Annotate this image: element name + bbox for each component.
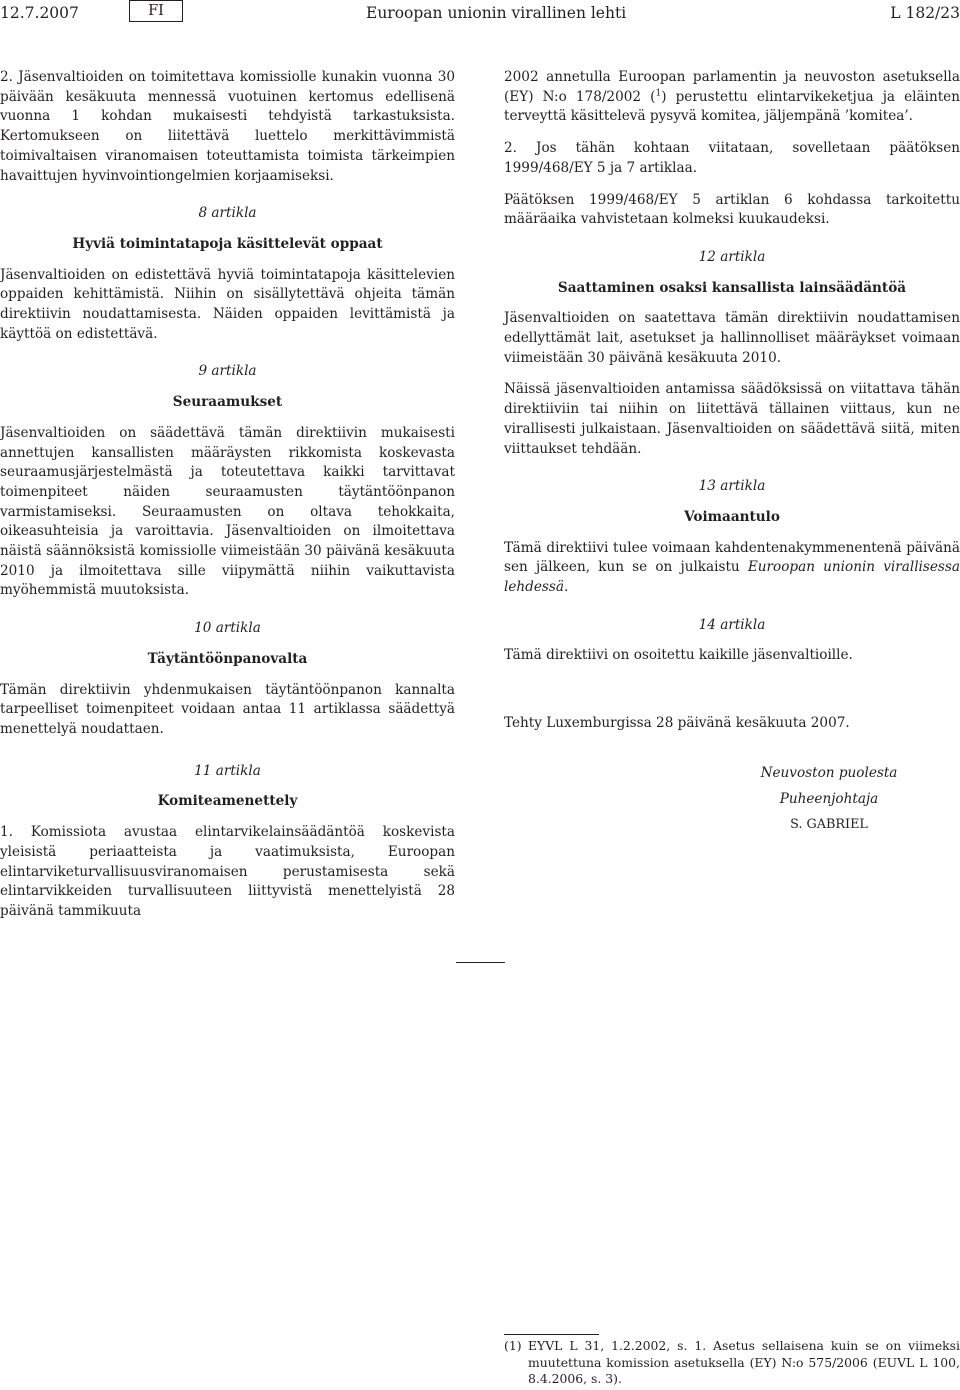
article-10-text: Tämän direktiivin yhdenmukaisen täytäntöönpanon kannalta tarpeelliset toimenpiteet voidaan antaa 11 artiklassa säädettyä menettelyä noudattaen. (0, 681, 455, 737)
footnote-text: EYVL L 31, 1.2.2002, s. 1. Asetus sellaisena kuin se on viimeksi muutettuna komission asetuksella (EY) N:o 575/2006 (EUVL L 100, 8.4.2006, s. 3). (528, 1338, 960, 1386)
article-12-number: 12 artikla (698, 248, 766, 265)
article-13-text (504, 539, 960, 598)
journal-title: Euroopan unionin virallinen lehti (366, 4, 627, 22)
paragraph-intro: 2. Jäsenvaltioiden on toimitettava komissiolle kunakin vuonna 30 päivään kesäkuuta mennessä vuotuinen kertomus edellisenä vuonna 1 kohdan mukaisesti tehdyistä tarkastuksista. Kertomukseen on liitettävä luettelo merkittävimmistä toimivaltaisen viranomaisen toteuttamista toimista tärkeimpien havaittujen hyvinvointiongelmien korjaamiseksi. (0, 69, 455, 184)
article-9-number: 9 artikla (198, 363, 257, 380)
header-date: 12.7.2007 (0, 4, 79, 22)
end-of-act-rule (456, 962, 505, 963)
right-column (504, 68, 960, 835)
article-12-title: Saattaminen osaksi kansallista lainsäädäntöä (557, 279, 907, 296)
page-header (0, 0, 960, 30)
article-12-paragraph-2: Näissä jäsenvaltioiden antamissa säädöksissä on viitattava tähän direktiiviin tai niihin on liitettävä tällainen viittaus, kun ne virallisesti julkaistaan. Jäsenvaltioiden on säädettävä siitä, miten viittaukset tehdään. (504, 381, 960, 457)
article-9-text: Jäsenvaltioiden on säädettävä tämän direktiivin mukaisesti annettujen kansallisten määräysten rikkomista koskevasta seuraamusjärjestelmästä ja toteutettava kaikki tarvittavat toimenpiteet näiden seuraamusten täytäntöönpanon varmistamiseksi. Seuraamusten on oltava tehokkaita, oikeasuhteisia ja varoittavia. Jäsenvaltioiden on ilmoitettava näistä säännöksistä komissiolle viimeistään 30 päivänä kesäkuuta 2010 ja ilmoitettava sille viipymättä niihin vaikuttavista myöhemmistä muutoksista. (0, 424, 455, 599)
signature-line-council: Neuvoston puolesta (760, 764, 898, 781)
article-11-paragraph-1: 1. Komissiota avustaa elintarvikelainsäädäntöä koskevista yleisistä periaatteista ja vaatimuksista, Euroopan elintarviketurvallisuusviranomaisen perustamisesta sekä elintarvikkeiden turvallisuuteen liittyvistä menettelyistä 28 päivänä tammikuuta (0, 824, 455, 919)
article-10-number: 10 artikla (194, 620, 261, 637)
article-13-number: 13 artikla (698, 478, 766, 495)
done-at-line: Tehty Luxemburgissa 28 päivänä kesäkuuta 2007. (504, 715, 850, 732)
footnote-mark: (1) (504, 1338, 522, 1353)
language-code-box: FI (129, 0, 183, 22)
article-12-paragraph-1: Jäsenvaltioiden on saatettava tämän direktiivin noudattamisen edellyttämät lait, asetukset ja hallinnolliset määräykset voimaan viimeistään 30 päivänä kesäkuuta 2010. (504, 310, 960, 366)
article-11-number: 11 artikla (194, 762, 261, 779)
article-11-continuation (504, 68, 960, 127)
article-9-title: Seuraamukset (172, 394, 283, 411)
article-11-title: Komiteamenettely (157, 793, 298, 810)
footnote-separator (504, 1334, 599, 1335)
article-14-number: 14 artikla (698, 616, 766, 633)
footnote-reference[interactable]: 1 (655, 88, 662, 99)
continuation-text-b: ) perustettu elintarvikeketjua ja eläinten terveyttä käsittelevä pysyvä komitea, jäljempänä ’komitea’. (504, 88, 960, 125)
signatory-name: S. GABRIEL (790, 817, 868, 833)
article-10-title: Täytäntöönpanovalta (147, 650, 308, 667)
article-11-paragraph-3: Päätöksen 1999/468/EY 5 artiklan 6 kohdassa tarkoitettu määräaika vahvistetaan kolmeksi kuukaudeksi. (504, 191, 960, 228)
article-13-text-b: . (563, 579, 569, 596)
article-13-text-a: Tämä direktiivi tulee voimaan kahdentenakymmenentenä päivänä sen jälkeen, kun se on julkaistu (504, 539, 960, 576)
article-13-title: Voimaantulo (684, 508, 780, 525)
article-8-text: Jäsenvaltioiden on edistettävä hyviä toimintatapoja käsittelevien oppaiden kehittämistä. Niihin on sisällytettävä ohjeita tämän direktiivin noudattamisesta. Näiden oppaiden levittämistä ja käyttöä on edistettävä. (0, 266, 455, 342)
signature-block (729, 764, 929, 835)
article-14-text: Tämä direktiivi on osoitettu kaikille jäsenvaltioille. (504, 647, 853, 664)
left-column (0, 68, 455, 922)
article-11-paragraph-2: 2. Jos tähän kohtaan viitataan, sovelletaan päätöksen 1999/468/EY 5 ja 7 artiklaa. (504, 140, 960, 176)
article-8-number: 8 artikla (198, 205, 257, 222)
journal-reference: Euroopan unionin virallisessa lehdessä (504, 559, 960, 596)
signature-line-president: Puheenjohtaja (779, 790, 879, 807)
page-reference: L 182/23 (890, 4, 960, 22)
continuation-text-a: 2002 annetulla Euroopan parlamentin ja neuvoston asetuksella (EY) N:o 178/2002 ( (504, 69, 960, 105)
article-8-title: Hyviä toimintatapoja käsittelevät oppaat (72, 235, 383, 252)
footnote (504, 1338, 960, 1388)
